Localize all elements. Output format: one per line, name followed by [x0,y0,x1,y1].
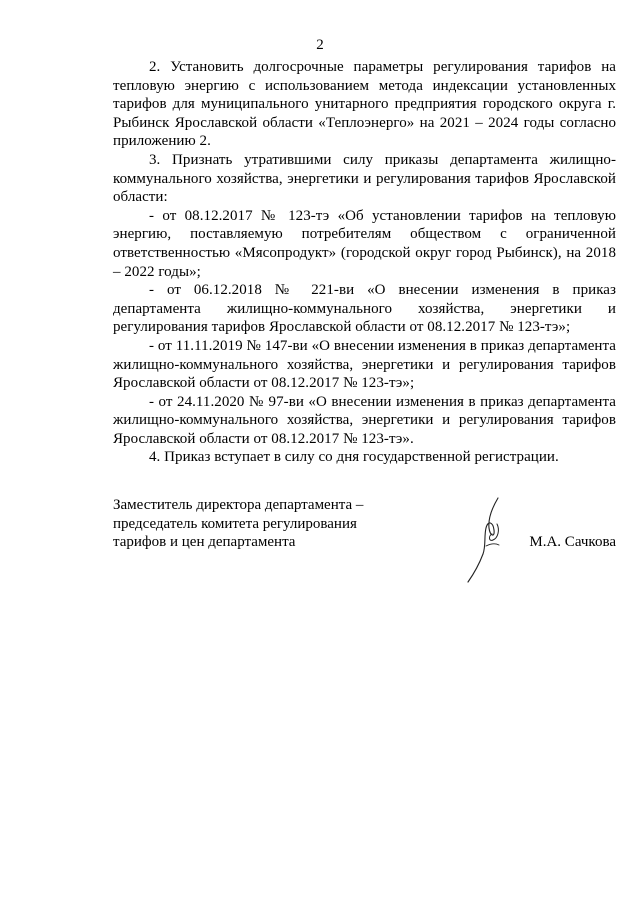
repealed-order-221-vi: - от 06.12.2018 № 221-ви «О внесении изменения в приказ департамента жилищно-коммунального хозяйства, энергетики и регулирования тарифов Ярославской области от 08.12.2017 № 123-тэ»; [113,282,616,336]
signatory-title-line: тарифов и цен департамента [113,534,296,551]
signatory-title-line: Заместитель директора департамента – [113,497,364,513]
signatory-title [113,496,413,552]
paragraph-item-2: 2. Установить долгосрочные параметры регулирования тарифов на тепловую энергию с использованием метода индексации установленных тарифов для муниципального унитарного предприятия городского округа г. Рыбинск Ярославской области «Теплоэнерго» на 2021 – 2024 годы согласно приложению 2. [113,59,616,150]
signature-block [113,496,616,586]
signatory-title-line: председатель комитета регулирования [113,515,357,532]
repealed-order-147-vi: - от 11.11.2019 № 147-ви «О внесении изменения в приказ департамента жилищно-коммунального хозяйства, энергетики и регулирования тарифов Ярославской области от 08.12.2017 № 123-тэ»; [113,337,616,392]
paragraph-item-4: 4. Приказ вступает в силу со дня государственной регистрации. [149,449,559,466]
repealed-order-123-te: - от 08.12.2017 № 123-тэ «Об установлении тарифов на тепловую энергию, поставляемую потребителям обществом с ограниченной ответственностью «Мясопродукт» (городской округ город Рыбинск), на 2018 – 2022 годы»; [113,207,616,280]
repealed-order-97-vi: - от 24.11.2020 № 97-ви «О внесении изменения в приказ департамента жилищно-коммунального хозяйства, энергетики и регулирования тарифов Ярославской области от 08.12.2017 № 123-тэ». [113,393,616,447]
document-body [113,58,616,467]
page-number: 2 [316,37,324,53]
signatory-name: М.А. Сачкова [529,534,616,550]
paragraph-item-3: 3. Признать утратившими силу приказы департамента жилищно-коммунального хозяйства, энергетики и регулирования тарифов Ярославской области: [113,151,616,206]
handwritten-signature [462,494,524,586]
